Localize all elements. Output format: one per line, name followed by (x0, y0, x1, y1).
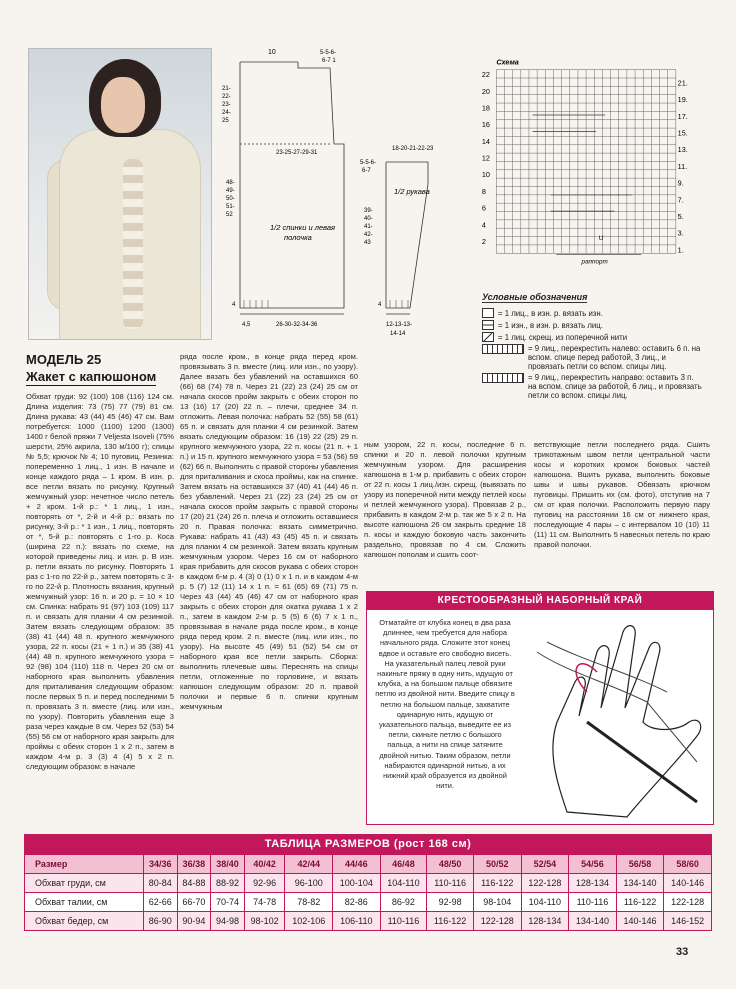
purl-symbol (482, 320, 494, 330)
size-cell: 36/38 (177, 855, 211, 874)
table-cell: 74-78 (244, 893, 285, 912)
cross-left-symbol (482, 344, 524, 354)
scheme-row-right: 1. (677, 245, 684, 255)
instructions-col-1: Обхват груди: 92 (100) 108 (116) 124 см. Длина изделия: 73 (75) 77 (79) 81 см. Длина рукава: 43 (44) 45 (46) 47 см. Вам потребуется: 1000 (1100) 1200 (1300) 1400 г белой пряжи 7 Veljesta Isoveli (75% шерсти, 25% акрила, 130 м/100 г); спицы № 5,5; крючок № 4; 10 пуговиц. Резинка: попеременно 1 лиц., 1 изн. В начале и конце каждого ряда – 1 кром. В изн. р. все петли вязать по рисунку. Крупный жемчужный узор: нечетное число петель + 2 кром. 1-й р.: * 1 лиц., 1 изн., повторять от *, 2-й и 4-й р.: вязать по рисунку, 3-й р.: * 1 изн., 1 лиц., повторять от *, 5-й р.: повторять с 1-го р. Коса (ширина 22 п.): вязать по схеме, на которой приведены лиц. и изн. р. В изн. р. петли вязать по рисунку. Повторять 1 раз с 1-го по 22-й р., затем повторять с 3-го по 22-й р. Плотность вязания, крупный жемчужный узор: 16 п. и 20 р. = 10 × 10 см. Спинка: набрать 91 (97) 103 (109) 117 п. и связать для планки 4 см резинкой. Затем вязать следующим образом: 35 (38) 41 (44) 48 п. крупного жемчужного узора, 22 п. косы (21 + 1 п.) и 35 (38) 41 (44) 48 п. крупного жемчужного узора = 92 (98) 104 (110) 118 п. Через 20 см от наборного края выполнить убавления для приталивания следующим образом: после первых 5 п. и перед последними 5 п. провязать 3 п. вместе (лиц. или изн., по узору). Повторить убавления еще 3 раза через каждые 8 см. Через 52 (53) 54 (55) 56 см от наборного края закрыть для проймы с обеих сторон 1 х 2 п., затем в каждом 4-м р. 3 (3) 4 (4) 5 х 2 п. следующим образом: в начале (26, 392, 174, 771)
table-cell: 122-128 (664, 893, 712, 912)
pattern-diagram (220, 44, 470, 340)
model-subtitle: Жакет с капюшоном (26, 369, 157, 384)
legend-cross-right: = 9 лиц., перекрестить направо: оставить 3 п. на вспом. спице за работой, 6 лиц., и провязать петли со вспом. спицы лиц. (482, 373, 702, 400)
table-cell: 70-74 (211, 893, 245, 912)
table-cell: 78-82 (285, 893, 333, 912)
table-cell: 122-128 (521, 874, 569, 893)
table-cell: 140-146 (664, 874, 712, 893)
scheme-row-left: 8 (481, 186, 486, 196)
cast-on-panel (366, 591, 714, 825)
stack-mid: 48- (226, 180, 235, 186)
instructions-col-4: ветствующие петли последнего ряда. Сшить трикотажным швом петли центральной части косы и коротких кромок боковых частей капюшона. Вшить рукава, выполнить боковые швы и швы рукавов. Обвязать крючком пуговицы. Пришить их (см. фото), отступив на 7 см от края полочки. Расположить первую пару пуговиц на расстоянии 16 см от нижнего края, последующие 4 пары – с интервалом 10 (10) 11 (11) 11 см. Выполнить 5 навесных петель по краю правой полочки. (534, 440, 710, 549)
label-556: 5-5-6- (320, 50, 337, 56)
table-cell: 88-92 (211, 874, 245, 893)
size-cell: 54/56 (569, 855, 617, 874)
size-cell: 50/52 (473, 855, 521, 874)
size-table-title: ТАБЛИЦА РАЗМЕРОВ (рост 168 см) (24, 834, 712, 854)
scheme-repeat: раппорт (581, 258, 608, 266)
scheme-row-left: 14 (481, 136, 490, 146)
table-cell: 94-98 (211, 912, 245, 931)
svg-text:полочка: полочка (284, 233, 312, 242)
scheme-row-left: 12 (481, 153, 490, 163)
scheme-row-left: 20 (481, 86, 490, 96)
size-cell: 42/44 (285, 855, 333, 874)
table-cell: 134-140 (616, 874, 664, 893)
size-cell: 38/40 (211, 855, 245, 874)
scheme-row-left: 2 (481, 236, 486, 246)
svg-text:50-: 50- (226, 196, 235, 202)
row-label: Обхват бедер, см (25, 912, 144, 931)
row-label: Обхват талии, см (25, 893, 144, 912)
svg-text:51-: 51- (226, 204, 235, 210)
scheme-row-right: 21. (677, 78, 688, 88)
svg-text:4: 4 (232, 302, 236, 308)
svg-text:14-14: 14-14 (390, 331, 406, 337)
size-cell: 44/46 (333, 855, 381, 874)
table-cell: 90-94 (177, 912, 211, 931)
table-cell: 66-70 (177, 893, 211, 912)
scheme-row-right: 9. (677, 178, 684, 188)
size-row (25, 855, 712, 874)
row-label: Обхват груди, см (25, 874, 144, 893)
size-cell: 48/50 (427, 855, 474, 874)
page-number: 33 (676, 946, 689, 958)
body-outline (240, 62, 344, 308)
bottom-width: 26-30-32-34-36 (276, 322, 318, 328)
scheme-row-right: 3. (677, 228, 684, 238)
size-cell: 46/48 (380, 855, 427, 874)
scheme-row-left: 18 (481, 103, 490, 113)
legend (482, 292, 702, 402)
legend-item-purl: = 1 изн., в изн. р. вязать лиц. (482, 320, 702, 330)
table-row (25, 893, 712, 912)
shoulder-label: 23-25-27-29-31 (276, 150, 318, 156)
table-cell: 86-92 (380, 893, 427, 912)
table-cell: 98-102 (244, 912, 285, 931)
size-cell: 52/54 (521, 855, 569, 874)
hand-illustration (527, 612, 711, 822)
panel-text: Отматайте от клубка конец в два раза длиннее, чем требуется для набора начального ряда. Сложите этот конец вдвое и оставьте его свободно висеть. На указательный палец левой руки накиньте пряжу в одну нить, идущую от клубка, а на большом пальце обвязите петлю из двойной нити. Введите спицу в петлю на большом пальце, захватите одинарную нить, идущую от указательного пальца, выведите ее из петли, скиньте петлю с большого пальца, а нити на спице затяните двойной нитью. Таким образом, петли набираются одинарной нитью, а их нижний край образуется из двойной нити. (375, 618, 515, 791)
table-cell: 128-134 (569, 874, 617, 893)
table-cell: 104-110 (380, 874, 427, 893)
size-cell: 56/58 (616, 855, 664, 874)
instructions-col-3: ным узором, 22 п. косы, последние 6 п. спинки и 20 п. левой полочки крупным жемчужным узором. Для расширения капюшона в 1-м р. прибавить с обеих сторон от 22 п. косы 1 лиц./изн. скрещ. (вывязать по узору из поперечной нити между петлей косы и петлей жемчужного узора). Провязав 2 р., прибавить в каждом 2-м р. так же 5 х 2 п. На высоте капюшона 26 см закрыть средние 18 п. косы и каждую боковую часть закончить раздельно, провязав по 4 см. Сложить капюшон пополам и сшить соот- (364, 440, 526, 559)
table-cell: 84-88 (177, 874, 211, 893)
stack-left: 21- (222, 86, 231, 92)
sleeve-556: 5-5-6- (360, 160, 377, 166)
svg-text:23-: 23- (222, 102, 231, 108)
sleeve-bottom-width: 12-13-13- (386, 322, 413, 328)
instructions-col-2: ряда после кром., в конце ряда перед кром. провязывать 3 п. вместе (лиц. или изн., по узору). Далее вязать без убавлений на оставшихся 60 (66) 68 (74) 78 п. Через 21 (22) 23 (24) 25 см от начала скосов пройм закрыть с обеих сторон по 13 (16) 17 (20) 22 п. – плечи, среднее 34 п. отложить. Левая полочка: набрать 52 (55) 58 (61) 65 п. и связать для планки 4 см резинкой. Затем вязать следующим образом: 16 (19) 22 (25) 29 п. крупного жемчужного узора, 22 п. косы (21 п. + 1 п.) и 15 п. крупного жемчужного узора = 53 (56) 59 (62) 66 п. Выполнить с правой стороны убавления для приталивания и скоса проймы, как на спинке. Затем вязать на оставшихся 37 (40) 41 (44) 46 п. без убавлений. Через 21 (22) 23 (24) 25 см от начала скосов пройм закрыть с правой стороны 17 (20) 21 (24) 26 п. плеча и отложить оставшиеся 20 п. Правая полочка: вязать симметрично. Рукава: набрать 41 (43) 43 (45) 45 п. и связать для планки 4 см резинкой. Затем вязать крупным жемчужным узором. Через 16 см от наборного края прибавить для скосов рукава с обеих сторон в каждом 6-м р. 4 (3) 0 (1) 0 х 1 п. и в каждом 4-м р. 5 (7) 12 (11) 14 х 1 п. = 61 (65) 69 (71) 75 п. Через 43 (44) 45 (46) 47 см от наборного края закрыть с обеих сторон для окатка рукава 1 х 2 п., затем в каждом 2-м р. 5 (5) 6 (6) 7 х 1 п., провязывая в начале ряда после кром., в конце ряда перед кром. 2 п. вместе (лиц. или изн., по узору). На высоте 45 (49) 51 (52) 54 см от наборного края все петли закрыть. Сборка: выполнить плечевые швы. Переснять на спицы петли, отложенные по горловине, и вязать капюшон следующим образом: 20 п. правой полочки и первые 6 п. спинки крупным жемчужным (180, 352, 358, 711)
svg-text:25: 25 (222, 118, 229, 124)
table-row (25, 912, 712, 931)
legend-cross-left: = 9 лиц., перекрестить налево: оставить 6 п. на вспом. спице перед работой, 3 лиц., и провязать петли со вспом. спицы лиц. (482, 344, 702, 371)
photo-face (101, 77, 145, 133)
table-cell: 86-90 (144, 912, 178, 931)
scheme-title: Схема (496, 57, 519, 67)
table-cell: 96-100 (285, 874, 333, 893)
model-title: МОДЕЛЬ 25 (26, 352, 102, 367)
size-cell: 40/42 (244, 855, 285, 874)
scheme-row-left: 6 (481, 203, 486, 213)
svg-text:22-: 22- (222, 94, 231, 100)
svg-text:40-: 40- (364, 216, 373, 222)
table-cell: 110-116 (380, 912, 427, 931)
svg-text:43: 43 (364, 240, 371, 246)
sleeve-top-label: 18-20-21-22-23 (392, 146, 434, 152)
bottom-4-5: 4,5 (242, 322, 251, 328)
table-cell: 92-96 (244, 874, 285, 893)
table-cell: 128-134 (521, 912, 569, 931)
table-row (25, 874, 712, 893)
legend-item-cross: = 1 лиц. скрещ. из поперечной нити (482, 332, 702, 342)
knit-symbol (482, 308, 494, 318)
table-cell: 106-110 (333, 912, 381, 931)
svg-text:52: 52 (226, 212, 233, 218)
table-cell: 92-98 (427, 893, 474, 912)
sleeve-outline (386, 162, 428, 308)
photo-cable-detail (123, 159, 143, 329)
table-cell: 104-110 (521, 893, 569, 912)
size-header: Размер (25, 855, 144, 874)
legend-title: Условные обозначения (482, 292, 588, 302)
table-cell: 62-66 (144, 893, 178, 912)
svg-text:49-: 49- (226, 188, 235, 194)
size-table-grid (24, 854, 712, 931)
svg-text:42-: 42- (364, 232, 373, 238)
scheme-row-right: 13. (677, 145, 688, 155)
svg-text:4: 4 (378, 302, 382, 308)
scheme-row-right: 11. (677, 161, 688, 171)
table-cell: 134-140 (569, 912, 617, 931)
table-cell: 110-116 (569, 893, 617, 912)
legend-item-knit: = 1 лиц., в изн. р. вязать изн. (482, 308, 702, 318)
label-10: 10 (268, 49, 276, 56)
scheme-row-right: 5. (677, 211, 684, 221)
table-cell: 116-122 (616, 893, 664, 912)
scheme-row-right: 19. (677, 95, 688, 105)
scheme-row-right: 17. (677, 111, 688, 121)
table-cell: 110-116 (427, 874, 474, 893)
scheme-row-left: 4 (481, 220, 486, 230)
size-cell: 34/36 (144, 855, 178, 874)
label-671: 6-7 1 (322, 58, 336, 64)
scheme-u: U (598, 235, 604, 243)
table-cell: 122-128 (473, 912, 521, 931)
table-cell: 116-122 (427, 912, 474, 931)
table-cell: 116-122 (473, 874, 521, 893)
scheme-row-left: 10 (481, 170, 490, 180)
panel-title: КРЕСТООБРАЗНЫЙ НАБОРНЫЙ КРАЙ (367, 592, 713, 610)
svg-text:6-7: 6-7 (362, 168, 371, 174)
table-cell: 98-104 (473, 893, 521, 912)
size-table (24, 834, 712, 931)
twisted-symbol (482, 332, 494, 342)
size-cell: 58/60 (664, 855, 712, 874)
scheme-row-left: 16 (481, 120, 490, 130)
table-cell: 82-86 (333, 893, 381, 912)
stack-sleeve: 39- (364, 208, 373, 214)
table-cell: 100-104 (333, 874, 381, 893)
svg-text:24-: 24- (222, 110, 231, 116)
table-cell: 146-152 (664, 912, 712, 931)
model-photo (28, 48, 212, 340)
body-label: 1/2 спинки и левая (270, 223, 336, 232)
svg-text:41-: 41- (364, 224, 373, 230)
scheme-row-right: 15. (677, 128, 688, 138)
sleeve-label: 1/2 рукава (394, 187, 430, 196)
table-cell: 102-106 (285, 912, 333, 931)
cable-scheme-chart (480, 48, 694, 280)
table-cell: 140-146 (616, 912, 664, 931)
table-cell: 80-84 (144, 874, 178, 893)
scheme-row-left: 22 (481, 70, 490, 80)
scheme-row-right: 7. (677, 195, 684, 205)
cross-right-symbol (482, 373, 524, 383)
